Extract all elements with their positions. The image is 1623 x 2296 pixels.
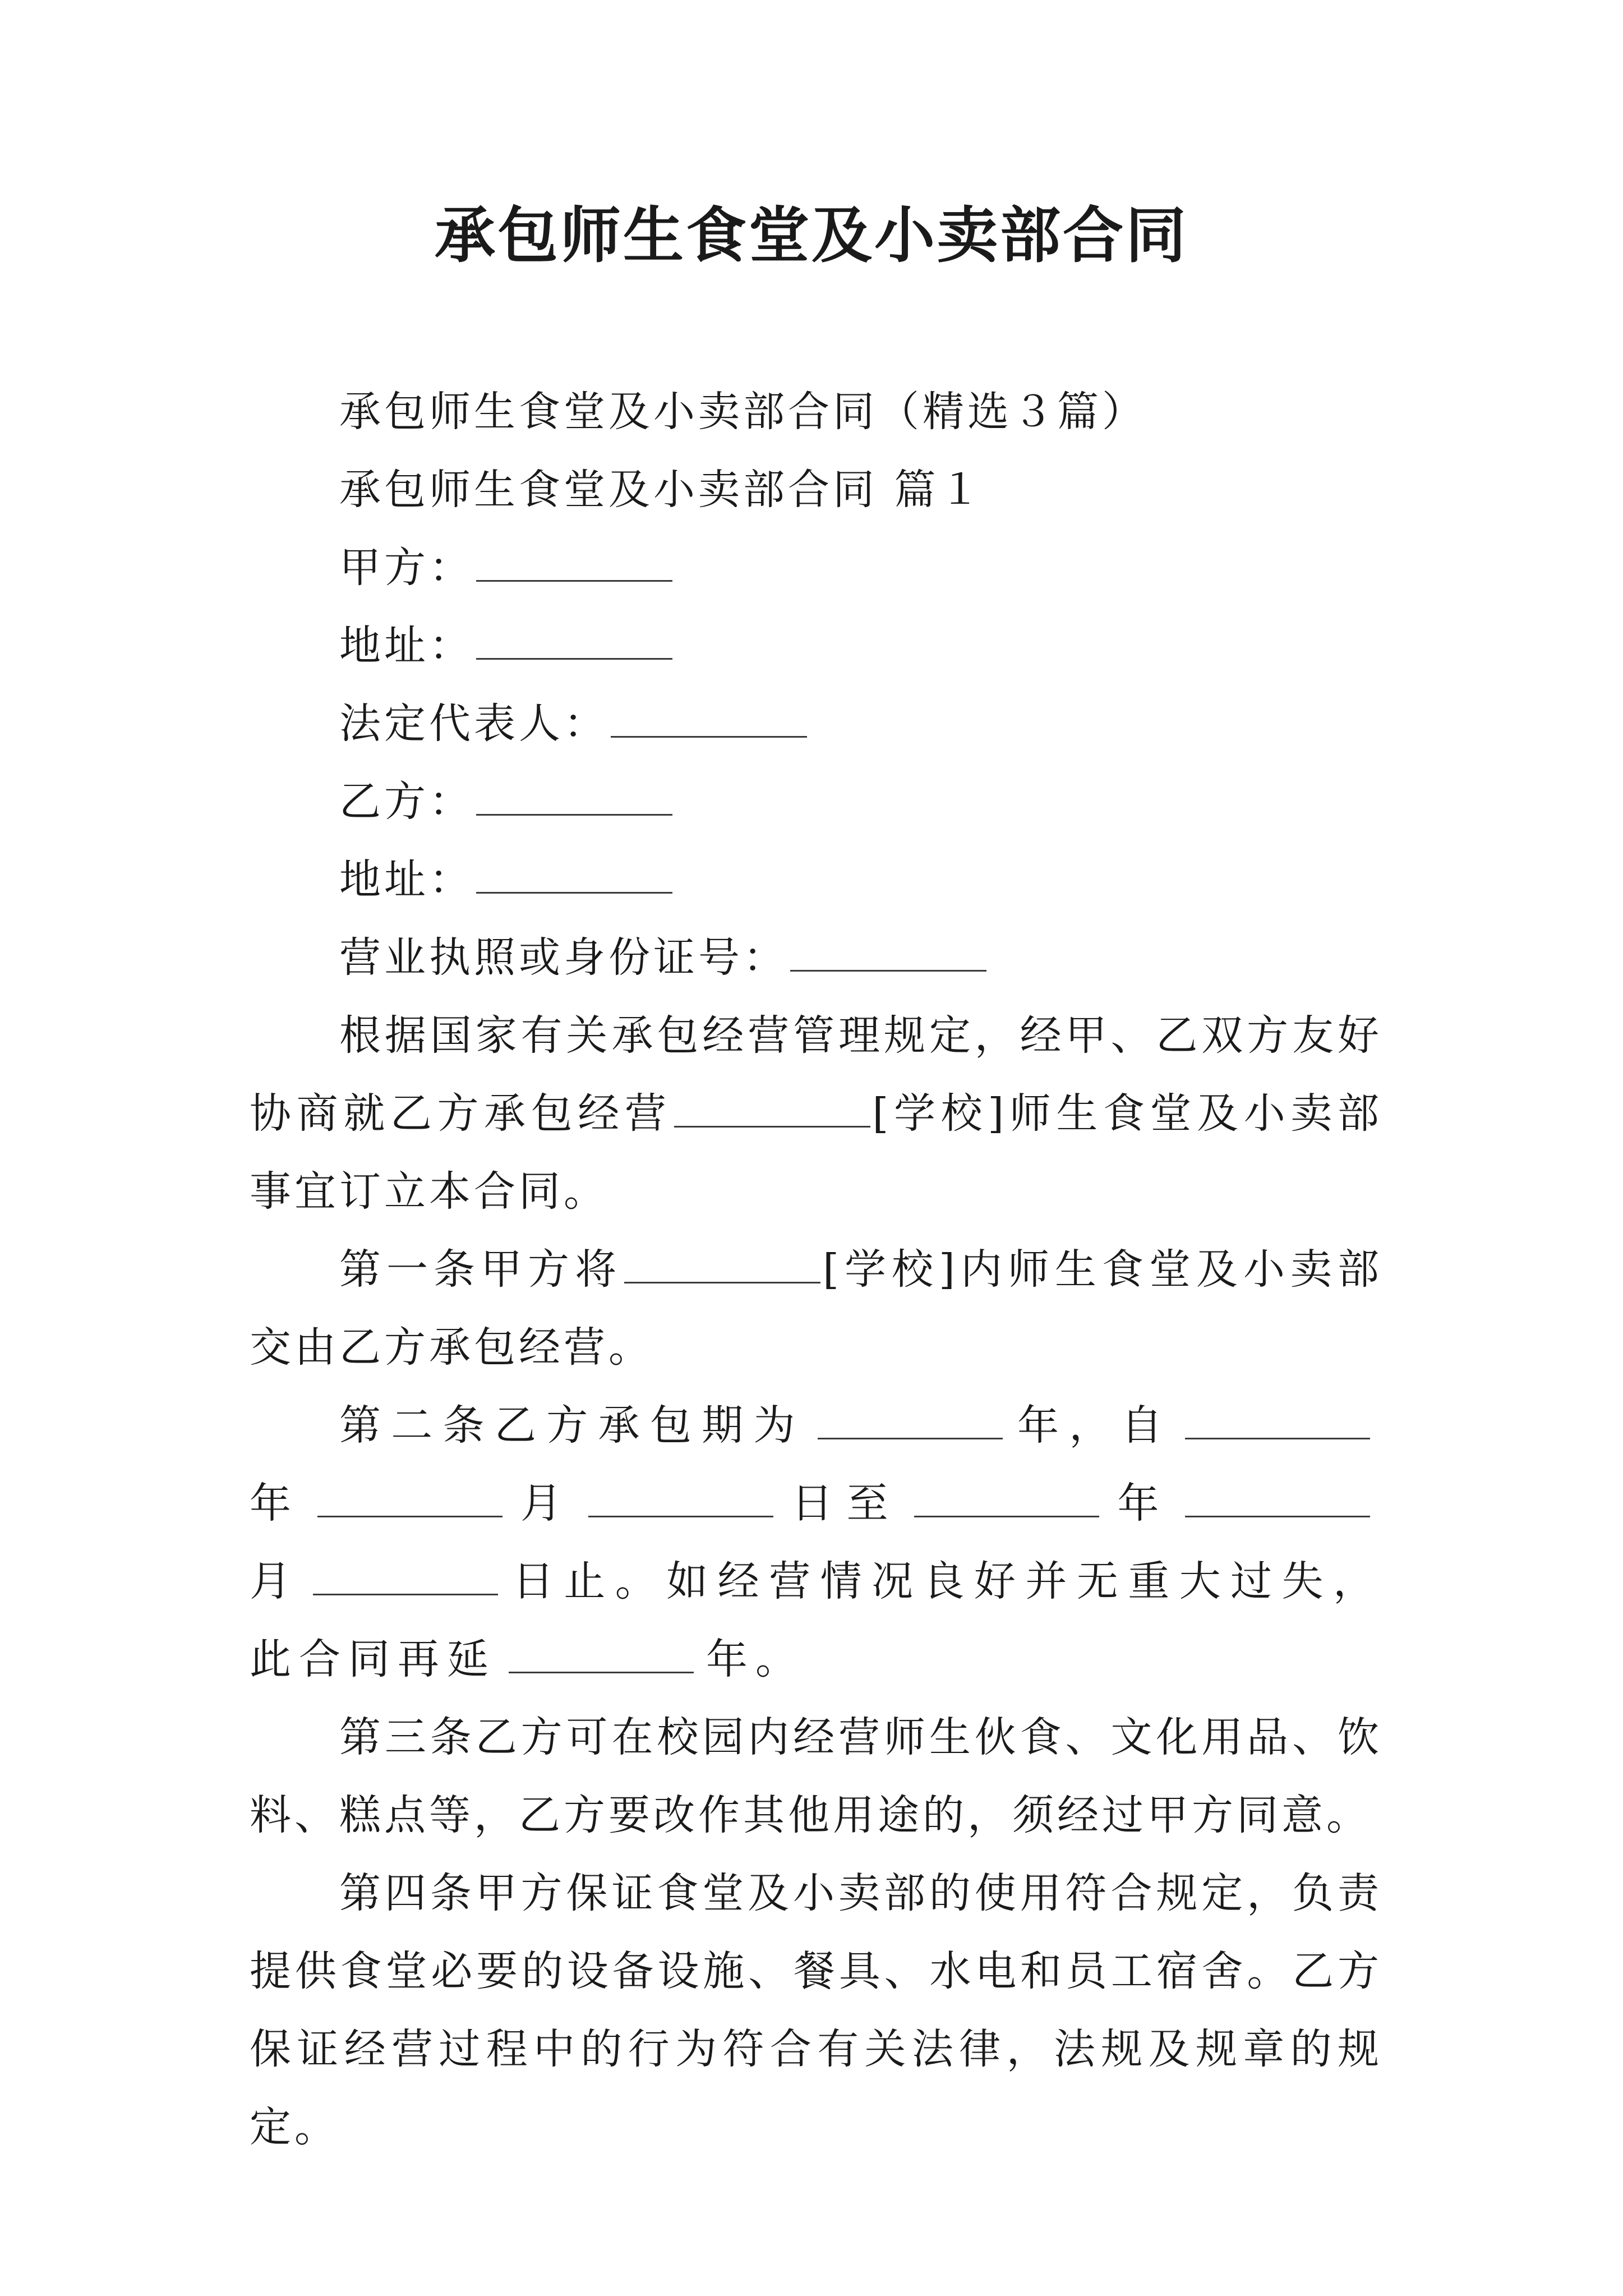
license-id-blank: [790, 936, 986, 972]
legal-rep-label: 法定代表人：: [339, 700, 608, 748]
start-year-blank: [1185, 1404, 1370, 1439]
end-day-blank: [313, 1560, 498, 1595]
article-2-text-7: 月: [250, 1557, 301, 1605]
address-b-label: 地址：: [339, 855, 474, 904]
preamble-text-2: [学校]师生食堂及小卖部事宜订立本合同。: [250, 1089, 1382, 1216]
address-b-field: [250, 841, 1382, 919]
legal-rep-blank: [611, 702, 807, 738]
address-a-label: 地址：: [339, 622, 474, 670]
party-a-label: 甲方：: [339, 544, 474, 592]
party-b-blank: [476, 780, 672, 816]
article-2-text-8: 日止。如经营情况良好并无重大过失，此合同再延: [250, 1557, 1383, 1683]
party-b-label: 乙方：: [339, 777, 474, 826]
preamble-paragraph: [250, 997, 1382, 1231]
address-a-blank: [476, 624, 672, 660]
article-2-text-2: 年，自: [1015, 1401, 1173, 1450]
extension-years-blank: [509, 1638, 694, 1673]
term-years-blank: [818, 1404, 1003, 1439]
section-heading: 承包师生食堂及小卖部合同 篇１: [339, 466, 984, 514]
party-a-blank: [476, 546, 672, 582]
license-id-field: [250, 919, 1382, 997]
party-a-field: [250, 529, 1382, 607]
address-b-blank: [476, 858, 672, 894]
article-2: [250, 1387, 1382, 1699]
article-1-text-1: 第一条甲方将: [339, 1245, 623, 1294]
subtitle-line: 承包师生食堂及小卖部合同（精选３篇）: [339, 388, 1147, 436]
article-2-text-6: 年: [1112, 1479, 1173, 1527]
address-a-field: [250, 607, 1382, 685]
party-b-field: [250, 763, 1382, 841]
document-body: [250, 373, 1382, 2166]
article-2-text-3: 年: [250, 1479, 305, 1527]
school-blank: [674, 1092, 870, 1128]
legal-rep-field: [250, 685, 1382, 763]
article-4: 第四条甲方保证食堂及小卖部的使用符合规定，负责提供食堂必要的设备设施、餐具、水电和员工宿舍。乙方保证经营过程中的行为符合有关法律，法规及规章的规定。: [250, 1869, 1382, 2151]
article-2-text-9: 年。: [706, 1635, 805, 1683]
article-2-text-4: 月: [514, 1479, 576, 1527]
article-1-school-blank: [624, 1248, 820, 1283]
start-month-blank: [317, 1482, 502, 1517]
end-month-blank: [1185, 1482, 1370, 1517]
document-title: 承包师生食堂及小卖部合同: [434, 200, 1188, 271]
article-2-text-5: 日至: [785, 1479, 902, 1527]
article-2-text-1: 第二条乙方承包期为: [339, 1401, 805, 1450]
license-id-label: 营业执照或身份证号：: [339, 933, 788, 982]
article-1: [250, 1231, 1382, 1387]
article-1-text-2: [学校]内师生食堂及小卖部交由乙方承包经营。: [250, 1245, 1382, 1372]
preamble-text-1: 根据国家有关承包经营管理规定，经甲、乙双方友好协商就乙方承包经营: [250, 1011, 1382, 1138]
end-year-blank: [914, 1482, 1099, 1517]
start-day-blank: [588, 1482, 773, 1517]
article-3: 第三条乙方可在校园内经营师生伙食、文化用品、饮料、糕点等，乙方要改作其他用途的，须经过甲方同意。: [250, 1713, 1382, 1839]
